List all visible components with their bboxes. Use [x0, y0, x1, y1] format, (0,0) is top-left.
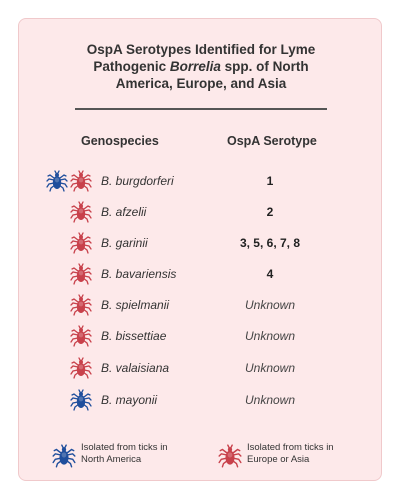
serotype-value: 1	[266, 174, 274, 188]
tick-icon	[69, 324, 93, 348]
table-row	[19, 324, 383, 348]
species-name: B. mayonii	[101, 393, 158, 407]
species-name: B. garinii	[101, 236, 148, 250]
genospecies-header: Genospecies	[81, 134, 159, 148]
species-name: B. spielmanii	[101, 298, 170, 312]
species-name: B. valaisiana	[101, 361, 170, 375]
serotype-value: Unknown	[244, 393, 296, 407]
region-ticks	[43, 293, 103, 317]
tick-icon	[69, 388, 93, 412]
table-row	[19, 262, 383, 286]
species-name: B. bavariensis	[101, 267, 177, 281]
species-name: B. burgdorferi	[101, 174, 174, 188]
tick-icon	[69, 200, 93, 224]
region-ticks	[43, 200, 103, 224]
serotype-value: Unknown	[244, 329, 296, 343]
serotype-value: 2	[266, 205, 274, 219]
table-row	[19, 169, 383, 193]
tick-icon	[69, 169, 93, 193]
serotype-header: OspA Serotype	[227, 134, 317, 148]
tick-icon	[45, 169, 69, 193]
serotype-value: 3, 5, 6, 7, 8	[239, 236, 301, 250]
table-row	[19, 200, 383, 224]
serotype-card: OspA Serotypes Identified for Lyme Pathogenic Borrelia spp. of North America, Europe, and Asia Genospecies OspA Serotype B. burgdorferi 1 B. afzelii 2 B. garinii 3, 5, 6, 7, 8 B. bavariensis 4 B. spielmanii Unknown B. bissettiae Unknown B. valaisiana Unknown B. mayonii Unknown Isolated from ticks in North America Isolated from ticks in Europe or Asia	[18, 18, 382, 481]
species-name: B. bissettiae	[101, 329, 167, 343]
table-row	[19, 231, 383, 255]
tick-icon	[51, 443, 77, 469]
region-ticks	[43, 388, 103, 412]
region-ticks	[43, 169, 103, 193]
title-divider	[75, 108, 327, 110]
table-row	[19, 388, 383, 412]
serotype-value: Unknown	[244, 298, 296, 312]
tick-icon	[69, 293, 93, 317]
tick-icon	[69, 262, 93, 286]
tick-icon	[69, 231, 93, 255]
tick-icon	[217, 443, 243, 469]
figure-title: OspA Serotypes Identified for Lyme Pathogenic Borrelia spp. of North America, Europe, and Asia	[86, 42, 316, 91]
species-name: B. afzelii	[101, 205, 147, 219]
tick-icon	[69, 356, 93, 380]
region-ticks	[43, 231, 103, 255]
region-ticks	[43, 262, 103, 286]
region-ticks	[43, 324, 103, 348]
table-row	[19, 356, 383, 380]
serotype-value: 4	[266, 267, 274, 281]
serotype-value: Unknown	[244, 361, 296, 375]
region-ticks	[43, 356, 103, 380]
table-row	[19, 293, 383, 317]
